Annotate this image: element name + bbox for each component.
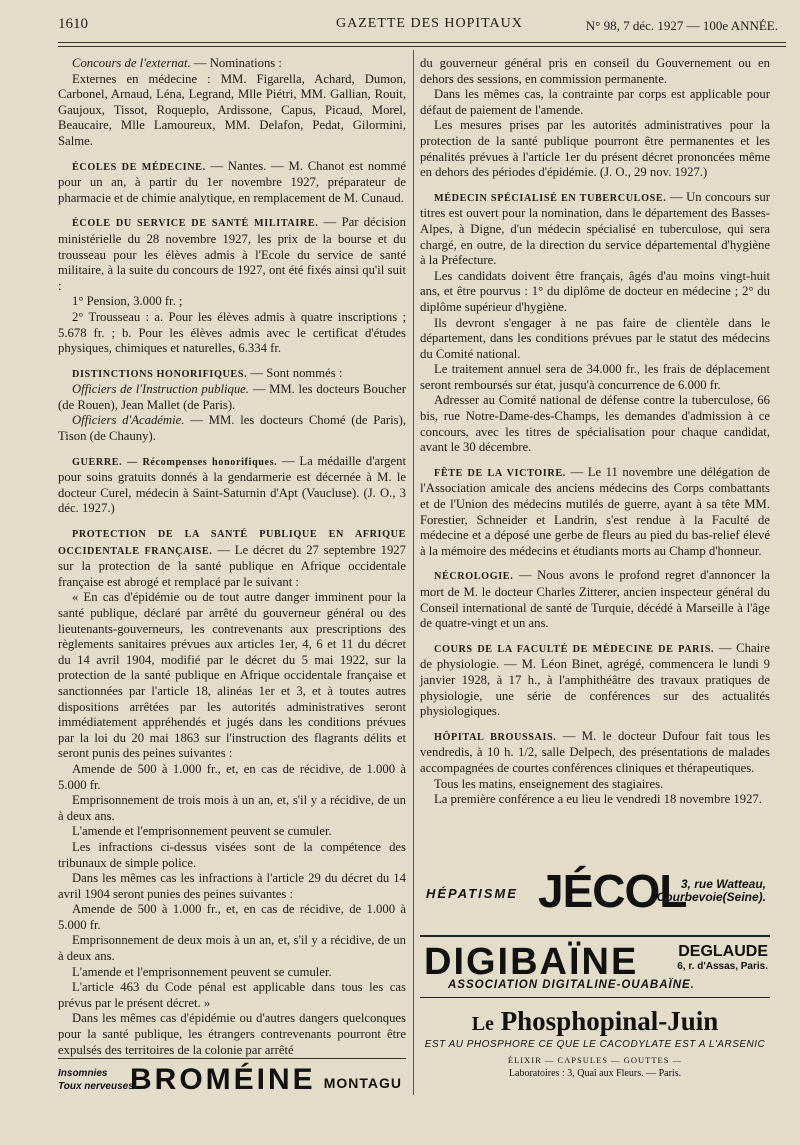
hopital-paragraph: Tous les matins, enseignement des stagiaires.: [434, 776, 664, 791]
phosphopinal-tagline: EST AU PHOSPHORE CE QUE LE CACODYLATE EST A L'ARSENIC: [424, 1039, 766, 1050]
medecin-paragraph: Ils devront s'engager à ne pas faire de clientèle dans le département, dans les conditions prévues par le statut des médecins du Comité national.: [420, 315, 770, 361]
protection-article: PROTECTION DE LA SANTÉ PUBLIQUE EN AFRIQUE OCCIDENTALE FRANÇAISE. — Le décret du 27 septembre 1927 sur la protection de la santé publique en Afrique occidentale française est abrogé et remplacé par le suivant :: [58, 529, 406, 589]
decree-paragraph: Les infractions ci-dessus visées sont de la compétence des tribunaux de simple police.: [58, 839, 406, 870]
hepatisme-label: HÉPATISME: [426, 886, 518, 901]
digibaine-advertisement: [420, 935, 770, 998]
jecol-brand: JÉCOL: [538, 865, 687, 917]
hopital-article: HÔPITAL BROUSSAIS. — M. le docteur Dufour fait tous les vendredis, à 10 h. 1/2, salle Delpech, des présentations de malades accompagnées de courtes conférences cliniques et thérapeutiques.: [420, 728, 771, 775]
decree-paragraph: Amende de 500 à 1.000 fr., et, en cas de récidive, de 1.000 à 5.000 fr.: [58, 761, 406, 792]
decree-paragraph: Amende de 500 à 1.000 fr., et, en cas de récidive, de 1.000 à 5.000 fr.: [58, 902, 406, 932]
bromeine-indications: Insomnies Toux nerveuses.: [58, 1068, 137, 1092]
decree-paragraph: L'amende et l'emprisonnement peuvent se cumuler.: [72, 824, 332, 839]
deglaude-name: DEGLAUDE: [678, 943, 768, 960]
journal-title: GAZETTE DES HOPITAUX: [336, 16, 523, 31]
jecol-advertisement: [420, 858, 770, 920]
guerre-article: GUERRE. — Récompenses honorifiques. — La médaille d'argent pour soins gratuits donnés à la gendarmerie est décernée à M. le docteur Curel, médecin à Saint-Saturnin d'Apt (Vaucluse). (J. O., 3 déc. 1927.): [58, 453, 406, 516]
cours-article: COURS DE LA FACULTÉ DE MÉDECINE DE PARIS. — Chaire de physiologie. — M. Léon Binet, agrégé, commencera le lundi 9 janvier 1928, à 17 h., à l'amphithéâtre des travaux pratiques de physiologie, une série de conférences sur des actualités physiologiques.: [420, 640, 771, 719]
header-rule: [58, 42, 786, 43]
header-rule-double: [58, 46, 786, 47]
right-column: [420, 56, 770, 808]
medecin-paragraph: Adresser au Comité national de défense contre la tuberculose, 66 bis, rue Notre-Dame-des-Champs, les demandes d'admission à ce concours, avec les titres de spécialisation pour chaque candidat, avant le 30 décembre.: [420, 393, 770, 455]
pension-line: 1° Pension, 3.000 fr. ;: [72, 294, 183, 309]
decree-paragraph: Les mesures prises par les autorités administratives pour la protection de la santé publique pourront être permanentes et les pénalités prévues à l'article 1er du présent décret prononcées même en dehors des périodes d'épidémie. (J. O., 29 nov. 1927.): [420, 118, 770, 180]
bromeine-advertisement: [58, 1058, 406, 1104]
decree-paragraph: Dans les mêmes cas, la contrainte par corps est applicable pour défaut de paiement de l'amende.: [420, 87, 770, 117]
trousseau-line: 2° Trousseau : a. Pour les élèves admis à quatre inscriptions ; 5.678 fr. ; b. Pour les élèves admis avec le certificat d'études physiques, chimiques et naturelles, 6.334 fr.: [58, 309, 406, 356]
officiers-instruction: Officiers de l'Instruction publique. — MM. les docteurs Boucher (de Rouen), Jean Mallet (de Paris).: [58, 382, 406, 412]
decree-paragraph: Dans les mêmes cas les infractions à l'article 29 du décret du 14 avril 1904 seront punies des peines suivantes :: [58, 871, 406, 901]
page-header: [58, 14, 778, 36]
issue-info: N° 98, 7 déc. 1927 — 100e ANNÉE.: [585, 18, 778, 33]
decree-continuation: du gouverneur général pris en conseil du Gouvernement ou en dehors des sessions, en commission permanente.: [420, 56, 770, 86]
necrologie-article: NÉCROLOGIE. — Nous avons le profond regret d'annoncer la mort de M. le docteur Charles Zitterer, ancien inspecteur général du Conseil international de santé de Turquie, décédé à Marseille à l'âge de quatre-vingt et un ans.: [420, 568, 770, 631]
decree-paragraph: Emprisonnement de deux mois à un an, et, s'il y a récidive, de un à deux ans.: [58, 933, 406, 964]
externat-heading: Concours de l'externat. — Nominations :: [72, 56, 282, 70]
digibaine-brand: DIGIBAÏNE: [424, 941, 639, 983]
bromeine-brand: BROMÉINE: [130, 1063, 316, 1096]
page-number: 1610: [58, 16, 88, 32]
medecin-paragraph: Les candidats doivent être français, âgés d'au moins vingt-huit ans, et être pourvus : 1° du diplôme de docteur en médecine ; 2° du diplôme supérieur d'hygiène.: [420, 268, 770, 314]
left-column: [58, 56, 406, 1058]
decree-paragraph: L'article 463 du Code pénal est applicable dans tous les cas prévus par le présent décret. »: [58, 980, 406, 1010]
medecin-paragraph: Le traitement annuel sera de 34.000 fr., les frais de déplacement seront remboursés sur état, jusqu'à concurrence de 6.000 fr.: [420, 362, 770, 392]
phosphopinal-advertisement: [420, 1002, 770, 1082]
fete-article: FÊTE DE LA VICTOIRE. — Le 11 novembre une délégation de l'Association amicale des anciens médecins des Corps combattants et de l'Union des médecins mutilés de guerre, ayant à sa tête MM. Forestier, Schneider et Landrin, s'est rendue à la Faculté de médecine et a déposé une gerbe de fleurs au pied du bas-relief élevé à la mémoire des médecins et étudiants morts au Champ d'honneur.: [420, 464, 770, 558]
ecole-sante-article: ÉCOLE DU SERVICE DE SANTÉ MILITAIRE. — Par décision ministérielle du 28 novembre 1927, les prix de la bourse et du trousseau pour les élèves admis à l'Ecole du service de santé militaire, à la suite du concours de 1927, ont été fixés ainsi qu'il suit :: [58, 215, 406, 293]
decree-paragraph: Emprisonnement de trois mois à un an, et, s'il y a récidive, de un à deux ans.: [58, 793, 406, 823]
phosphopinal-laboratory: Laboratoires : 3, Quai aux Fleurs. — Paris.: [508, 1068, 682, 1079]
medecin-article: MÉDECIN SPÉCIALISÉ EN TUBERCULOSE. — Un concours sur titres est ouvert pour la nomination, dans le département des Basses-Alpes, à Digne, d'un médecin spécialisé en tuberculose, qui sera chargé, en outre, de la direction du service départemental d'hygiène à la Préfecture.: [420, 189, 770, 268]
decree-paragraph: L'amende et l'emprisonnement peuvent se cumuler.: [72, 964, 332, 979]
column-separator: [413, 50, 414, 1095]
digibaine-tagline: ASSOCIATION DIGITALINE-OUABAÏNE.: [448, 979, 695, 991]
hopital-paragraph: La première conférence a eu lieu le vendredi 18 novembre 1927.: [434, 792, 762, 807]
jecol-address: 3, rue Watteau, Courbevoie(Seine).: [656, 877, 766, 904]
phosphopinal-forms: ÉLIXIR — CAPSULES — GOUTTES —: [507, 1055, 683, 1065]
distinctions-article: DISTINCTIONS HONORIFIQUES. — Sont nommés :: [72, 365, 343, 380]
decree-paragraph: « En cas d'épidémie ou de tout autre danger imminent pour la santé publique, déclaré par arrêté du gouverneur général ou des lieutenants-gouverneurs, les contrevenants aux prescriptions des règlements sanitaires prévues aux articles 1er, 4, 6 et 11 du décret du 14 avril 1904, modifié par le décret du 5 mai 1922, sur la protection de la santé publique en Afrique occidentale française et sanctionnées par l'article 18, alinéas 1er et 3, et à toutes autres dispositions arrêtées par les autorités administratives seront immédiatement appréhendés et jugés dans les conditions prévues par la loi du 20 mai 1863 sur l'instruction des flagrants délits et seront punis des peines suivantes :: [58, 590, 406, 761]
montagu-name: MONTAGU: [323, 1075, 402, 1091]
deglaude-address: 6, r. d'Assas, Paris.: [677, 961, 768, 972]
phosphopinal-brand: Le Phosphopinal-Juin: [471, 1006, 719, 1036]
decree-paragraph: Dans les mêmes cas d'épidémie ou d'autres dangers quelconques pour la santé publique, les étrangers contrevenants pourront être expulsés des territoires de la colonie par arrêté: [58, 1011, 406, 1057]
ecoles-article: ÉCOLES DE MÉDECINE. — Nantes. — M. Chanot est nommé pour un an, à partir du 1er novembre 1927, préparateur de pharmacie et de chimie analytique, en remplacement de M. Cunaud.: [58, 158, 406, 205]
officiers-academie: Officiers d'Académie. — MM. les docteurs Chomé (de Paris), Tison (de Chauny).: [58, 413, 406, 444]
externat-list: Externes en médecine : MM. Figarella, Achard, Dumon, Carbonel, Arnaud, Léna, Legrand, Mlle Piétri, MM. Gallian, Rouit, Gaujoux, Tissot, Roqueplo, Ardissone, Capus, Picaud, Morel, Beaucaire, Mlle Lamoureux, MM. Delafon, Pedat, Gilormini, Salme.: [58, 71, 406, 148]
